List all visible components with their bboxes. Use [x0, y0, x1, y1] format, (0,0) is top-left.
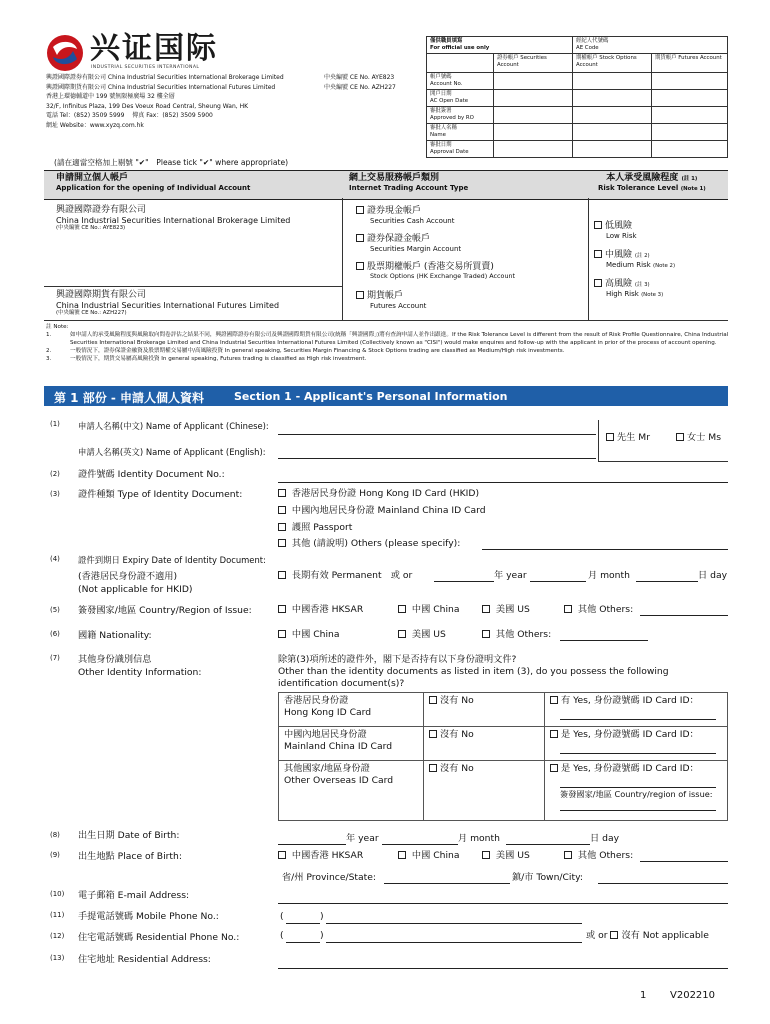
residential-address-label: 住宅地址 Residential Address:: [78, 954, 211, 965]
id-type-passport[interactable]: 護照 Passport: [278, 522, 352, 534]
id-doc-no-input[interactable]: [278, 482, 728, 483]
checkbox[interactable]: [356, 291, 364, 299]
expiry-day-input[interactable]: [636, 581, 698, 582]
checkbox[interactable]: [550, 764, 558, 772]
company-line-2: 興證國際期貨有限公司 China Industrial Securities International Futures Limited 中央編號 CE No. AZH227: [46, 83, 396, 91]
checkbox[interactable]: [606, 433, 614, 441]
residential-phone-label: 住宅電話號碼 Residential Phone No.:: [78, 932, 240, 943]
checkbox[interactable]: [278, 605, 286, 613]
checkbox[interactable]: [278, 523, 286, 531]
residential-address-input[interactable]: [278, 968, 728, 969]
id-type-others[interactable]: 其他 (請說明) Others (please specify):: [278, 538, 460, 550]
acct-stock-options[interactable]: 股票期權帳戶 (香港交易所買賣) Stock Options (HK Exchange Traded) Account: [356, 261, 515, 280]
tel-fax: 電話 Tel：(852) 3509 5999 傳真 Fax：(852) 3509 5900: [46, 112, 213, 119]
checkbox[interactable]: [278, 539, 286, 547]
pob-china[interactable]: 中國 China: [398, 850, 459, 862]
individual-account-heading: 申請開立個人帳戶 Application for the opening of Individual Account: [56, 173, 251, 192]
checkbox[interactable]: [278, 489, 286, 497]
office-use-box: 僅供職員填寫 For official use only 經紀人代號碼 AE Code 證券帳戶 Securities Account 期權帳戶 Stock Options Account 期貨帳戶 Futures Account 帳戶號碼 Account No. 開戶日期 AC Open Date 審批簽署 Approved by RO 審批人名稱 Name 審批日期 Approval Date: [426, 36, 728, 158]
checkbox[interactable]: [564, 851, 572, 859]
overseas-id-number-input[interactable]: [560, 775, 716, 788]
checkbox[interactable]: [676, 433, 684, 441]
page-number: 1: [640, 990, 647, 1001]
hkid-number-input[interactable]: [560, 707, 716, 720]
checkbox[interactable]: [278, 571, 286, 579]
name-english-label: 申請人名稱(英文) Name of Applicant (English):: [78, 447, 266, 457]
risk-high[interactable]: 高風險 (註 3) High Risk (Note 3): [594, 278, 663, 299]
email-label: 電子郵箱 E-mail Address:: [78, 890, 190, 901]
checkbox[interactable]: [429, 730, 437, 738]
checkbox[interactable]: [610, 931, 618, 939]
issue-china[interactable]: 中國 China: [398, 604, 459, 616]
checkbox[interactable]: [356, 206, 364, 214]
pob-others-input[interactable]: [640, 861, 728, 862]
expiry-year-input[interactable]: [434, 581, 494, 582]
nat-others-input[interactable]: [560, 640, 648, 641]
risk-tolerance-heading: 本人承受風險程度 (註 1) Risk Tolerance Level (Note 1): [598, 173, 706, 192]
tick-instruction: (請在適當空格加上剔號 "✔" Please tick "✔" where appropriate): [54, 158, 289, 167]
name-chinese-label: 申請人名稱(中文) Name of Applicant (Chinese):: [78, 421, 269, 431]
pob-others[interactable]: 其他 Others:: [564, 850, 633, 862]
section1-header: 第 1 部份 - 申請人個人資料 Section 1 - Applicant's Personal Information: [44, 386, 728, 406]
town-input[interactable]: [598, 883, 728, 884]
nationality-label: 國籍 Nationality:: [78, 630, 152, 641]
checkbox[interactable]: [482, 851, 490, 859]
checkbox[interactable]: [482, 630, 490, 638]
issue-us[interactable]: 美國 US: [482, 604, 530, 616]
form-version: V202210: [670, 990, 716, 1001]
checkbox[interactable]: [278, 506, 286, 514]
company-logo: [45, 33, 85, 73]
checkbox[interactable]: [594, 250, 602, 258]
mainland-id-number-input[interactable]: [560, 741, 716, 754]
checkbox[interactable]: [550, 696, 558, 704]
other-id-table: 香港居民身份證 Hong Kong ID Card 沒有 No 有 Yes, 身份證號碼 ID Card ID： 中國內地居民身份證 Mainland China ID Card 沒有 No 是 Yes, 身份證號碼 ID Card ID： 其他國家/地區身份證 Other Overseas ID Card 沒有 No 是 Yes, 身份證號碼 ID Card ID： 簽發國家/地區 Country/region of issue:: [278, 692, 728, 821]
mobile-input[interactable]: [326, 923, 582, 924]
province-input[interactable]: [384, 883, 510, 884]
id-type-others-input[interactable]: [482, 549, 728, 550]
nat-us[interactable]: 美國 US: [398, 629, 446, 641]
acct-futures[interactable]: 期貨帳戶 Futures Account: [356, 290, 426, 311]
company-line-1: 興證國際證券有限公司 China Industrial Securities International Brokerage Limited 中央編號 CE No. AYE823: [46, 74, 395, 81]
brokerage-company: 興證國際證券有限公司 China Industrial Securities International Brokerage Limited (中央編號 CE No.: AYE823): [56, 205, 291, 231]
address-en: 32/F, Infinitus Plaza, 199 Des Voeux Road Central, Sheung Wan, HK: [46, 102, 249, 110]
brand-name-cn: 兴证国际: [90, 31, 218, 66]
id-doc-type-label: 證件種類 Type of Identity Document:: [78, 489, 243, 500]
issue-hksar[interactable]: 中國香港 HKSAR: [278, 604, 363, 616]
website: 網址 Website：www.xyzq.com.hk: [46, 121, 144, 129]
internet-trading-heading: 網上交易服務帳戶類別 Internet Trading Account Type: [349, 173, 469, 192]
expiry-date-label: 證件到期日 Expiry Date of Identity Document:: [78, 555, 266, 565]
expiry-permanent[interactable]: 長期有效 Permanent 或 or: [278, 570, 412, 582]
checkbox[interactable]: [564, 605, 572, 613]
pob-hksar[interactable]: 中國香港 HKSAR: [278, 850, 363, 862]
checkbox[interactable]: [594, 221, 602, 229]
title-ms[interactable]: 女士 Ms: [676, 432, 721, 444]
pob-label: 出生地點 Place of Birth:: [78, 851, 182, 862]
id-type-hkid[interactable]: 香港居民身份證 Hong Kong ID Card (HKID): [278, 488, 479, 500]
overseas-country-input[interactable]: [560, 800, 716, 811]
dob-year-input[interactable]: [278, 844, 346, 845]
title-mr[interactable]: 先生 Mr: [606, 432, 650, 444]
risk-medium[interactable]: 中風險 (註 2) Medium Risk (Note 2): [594, 249, 675, 270]
checkbox[interactable]: [550, 730, 558, 738]
pob-us[interactable]: 美國 US: [482, 850, 530, 862]
futures-company: 興證國際期貨有限公司 China Industrial Securities International Futures Limited (中央編號 CE No.: AZH227): [56, 290, 280, 316]
checkbox[interactable]: [398, 851, 406, 859]
other-id-question: 除第(3)項所述的證件外，閣下是否持有以下身份證明文件? Other than the identity documents as listed in item (3), do you possess the following identification document(s)?: [278, 654, 669, 689]
res-phone-na[interactable]: 或 or 沒有 Not applicable: [586, 930, 709, 941]
name-english-input[interactable]: [278, 458, 596, 459]
checkbox[interactable]: [278, 630, 286, 638]
address-cn: 香港上環德輔道中 199 號無限極廣場 32 樓全層: [46, 93, 175, 100]
issue-others-input[interactable]: [640, 615, 728, 616]
mobile-label: 手提電話號碼 Mobile Phone No.:: [78, 911, 219, 922]
nat-others[interactable]: 其他 Others:: [482, 629, 551, 641]
office-acct-futures: 期貨帳戶 Futures Account: [652, 54, 728, 73]
dob-day-input[interactable]: [506, 844, 590, 845]
email-input[interactable]: [278, 903, 728, 904]
res-phone-input[interactable]: [326, 942, 582, 943]
checkbox[interactable]: [278, 851, 286, 859]
checkbox[interactable]: [482, 605, 490, 613]
checkbox[interactable]: [398, 605, 406, 613]
checkbox[interactable]: [356, 234, 364, 242]
checkbox[interactable]: [356, 262, 364, 270]
res-phone-area-input[interactable]: [286, 942, 320, 943]
office-acct-securities: 證券帳戶 Securities Account: [494, 54, 573, 73]
checkbox[interactable]: [429, 696, 437, 704]
checkbox[interactable]: [594, 279, 602, 287]
name-chinese-input[interactable]: [278, 434, 596, 435]
acct-securities-cash[interactable]: 證券現金帳戶 Securities Cash Account: [356, 205, 454, 226]
nat-china[interactable]: 中國 China: [278, 629, 339, 641]
notes: 註 Note: 1. 如申請人的承受風險程度與風險取向問卷評估之結果不同，興證國際證券有限公司及興證國際期貨有限公司(統稱「興證國際」)將有查詢申請人並作出跟進。If the Risk Tolerance Level is different from the result of Risk Profile Questionnaire, China Industrial Securities International Brokerage Limited and China Industrial Securities International Futures Limited (Collectively known as "CISI") would make enquires and follow-up with the applicant in prior of the process of account opening. 2. 一般情況下，證券保證金融資及股票期權交易屬中/高風險投資 In general speaking, Securities Margin Financing & Stock Options trading are classified as Medium/High risk investments. 3. 一般情況下，期貨交易屬高風險投資 In general speaking, Futures trading is classified as High risk investment.: [46, 324, 729, 362]
dob-label: 出生日期 Date of Birth:: [78, 830, 180, 841]
checkbox[interactable]: [398, 630, 406, 638]
company-info: [46, 73, 426, 130]
issue-others[interactable]: 其他 Others:: [564, 604, 633, 616]
expiry-month-input[interactable]: [530, 581, 586, 582]
id-doc-no-label: 證件號碼 Identity Document No.:: [78, 469, 225, 480]
dob-month-input[interactable]: [382, 844, 458, 845]
mobile-area-input[interactable]: [286, 923, 320, 924]
acct-securities-margin[interactable]: 證券保證金帳戶 Securities Margin Account: [356, 233, 461, 254]
risk-low[interactable]: 低風險 Low Risk: [594, 220, 637, 241]
id-type-mainland[interactable]: 中國內地居民身份證 Mainland China ID Card: [278, 505, 486, 517]
checkbox[interactable]: [429, 764, 437, 772]
brand-name-en: INDUSTRIAL SECURITIES INTERNATIONAL: [91, 65, 200, 70]
office-acct-options: 期權帳戶 Stock Options Account: [573, 54, 652, 73]
country-issue-label: 簽發國家/地區 Country/Region of Issue:: [78, 605, 252, 616]
